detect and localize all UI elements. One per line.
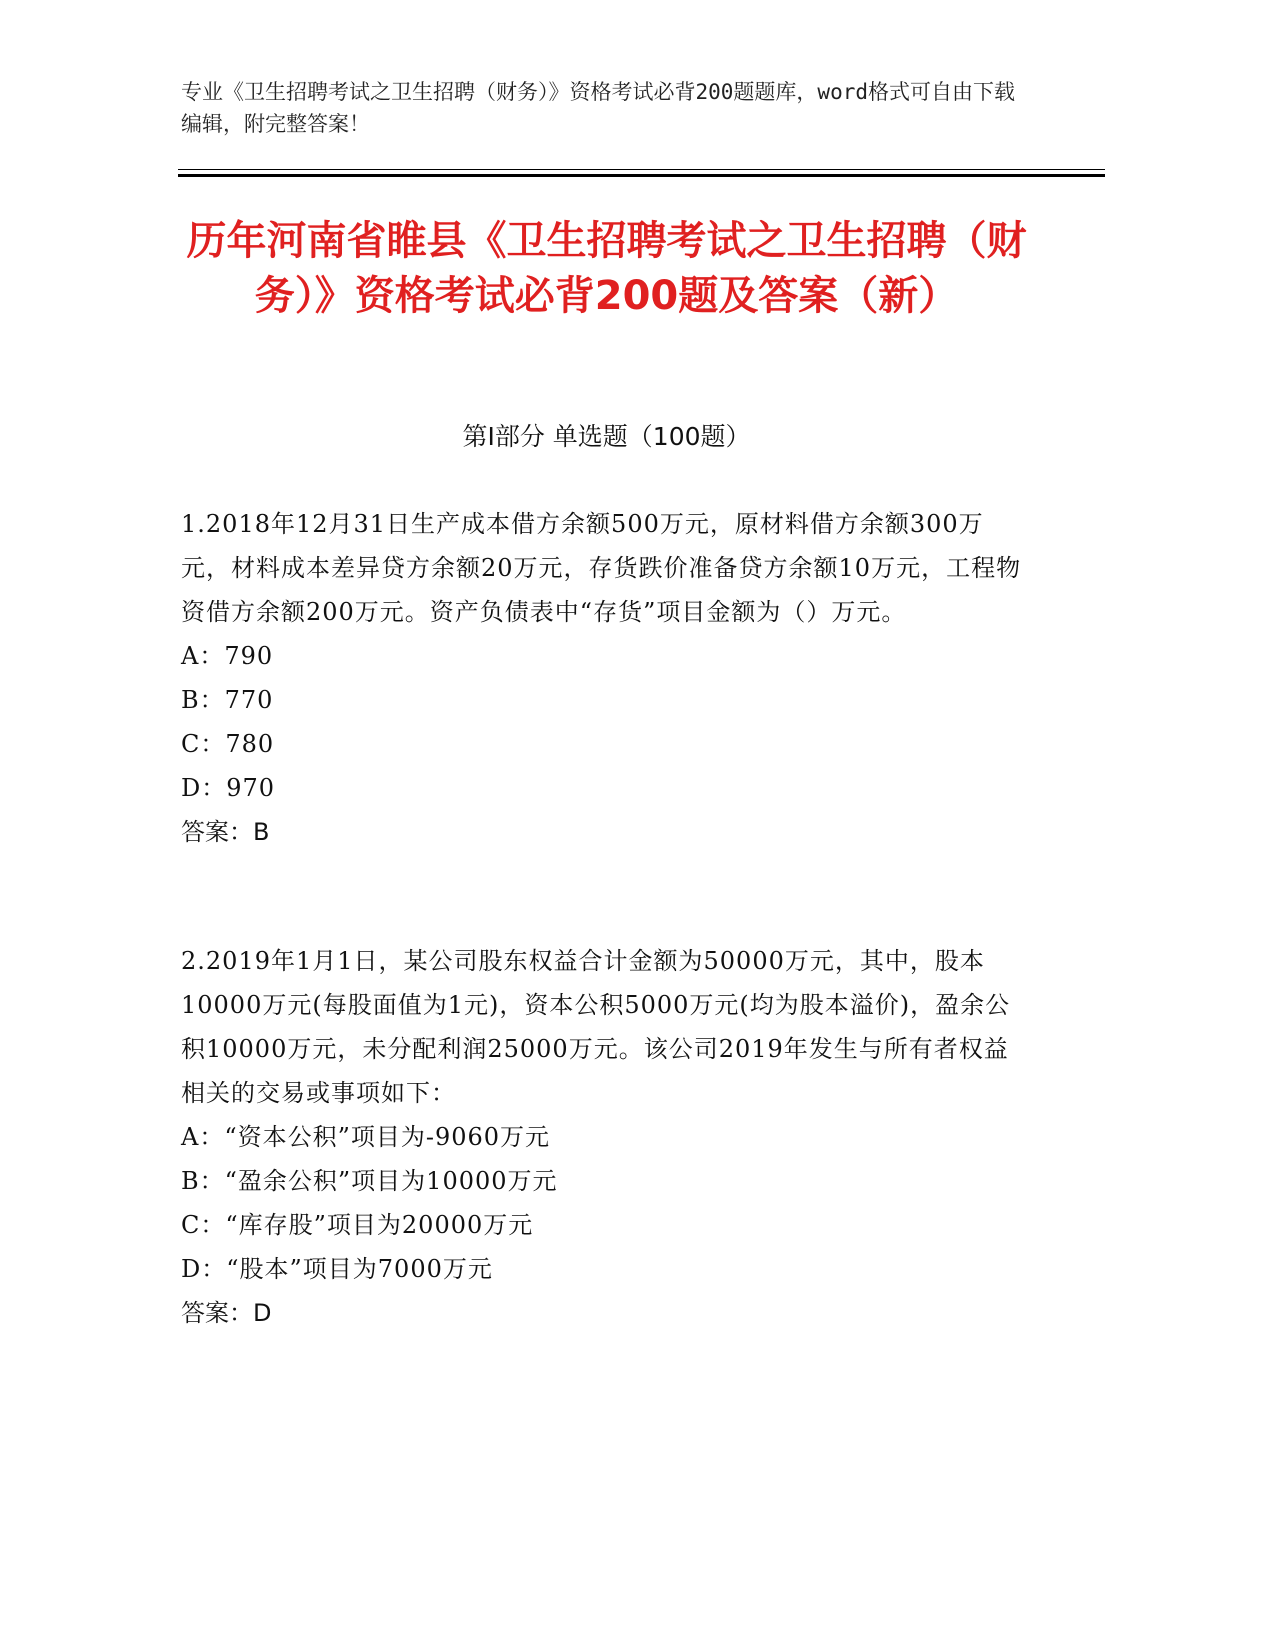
document-title: 历年河南省睢县《卫生招聘考试之卫生招聘（财务）》资格考试必背200题及答案（新） xyxy=(186,218,1027,319)
option-b: B：“盈余公积”项目为10000万元 xyxy=(181,1167,558,1195)
header-rule-thick xyxy=(178,174,1105,177)
option-b: B：770 xyxy=(181,686,274,714)
option-a: A：“资本公积”项目为-9060万元 xyxy=(181,1123,551,1151)
question-2 xyxy=(181,939,1031,1335)
option-c: C：“库存股”项目为20000万元 xyxy=(181,1211,534,1239)
question-stem: 1.2018年12月31日生产成本借方余额500万元，原材料借方余额300万元，材料成本差异贷方余额20万元，存货跌价准备贷方余额10万元，工程物资借方余额200万元。资产负债表中“存货”项目金额为（）万元。 xyxy=(181,510,1022,626)
header-note: 专业《卫生招聘考试之卫生招聘（财务）》资格考试必背200题题库，word格式可自由下载编辑，附完整答案！ xyxy=(181,80,1015,136)
option-d: D：970 xyxy=(181,774,276,802)
question-stem: 2.2019年1月1日，某公司股东权益合计金额为50000万元，其中，股本10000万元(每股面值为1元)，资本公积5000万元(均为股本溢价)，盈余公积10000万元，未分配利润25000万元。该公司2019年发生与所有者权益相关的交易或事项如下： xyxy=(181,947,1011,1107)
option-d: D：“股本”项目为7000万元 xyxy=(181,1255,493,1283)
answer: 答案：D xyxy=(181,1299,272,1327)
section-title: 第I部分 单选题（100题） xyxy=(462,422,751,451)
header-rule-thin xyxy=(178,169,1105,170)
question-1 xyxy=(181,502,1031,854)
answer: 答案：B xyxy=(181,818,270,846)
option-c: C：780 xyxy=(181,730,275,758)
option-a: A：790 xyxy=(181,642,274,670)
